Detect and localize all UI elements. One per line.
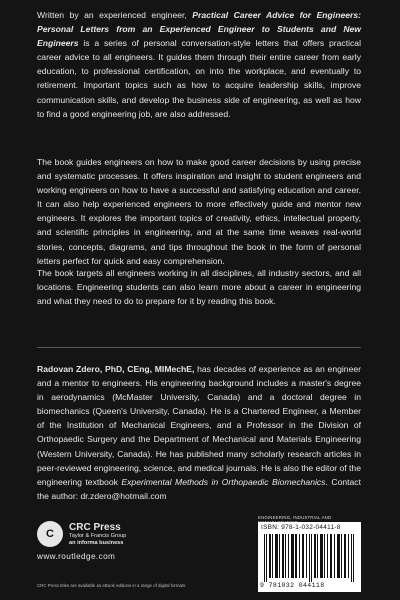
author-contact: . Contact the author: dr.zdero@hotmail.com — [37, 476, 361, 501]
publisher-business: an informa business — [69, 539, 124, 546]
section-divider — [37, 347, 361, 348]
isbn-number: ISBN: 978-1-032-04411-8 — [261, 524, 341, 531]
publisher-website: www.routledge.com — [37, 552, 116, 561]
audience-paragraph: The book targets all engineers working in all disciplines, all industry sectors, and all locations. Engineering students can also learn more about a career in engineering and what they need to do to prepare for it by reading this book. — [37, 268, 361, 307]
bio-text: has decades of experience as an engineer and a mentor to engineers. His engineering background includes a master's degree in aerodynamics (McMaster University, Canada) and a doctoral degree in biomechanics (Queen's University, Canada). He is a Chartered Engineer, a Member of the Institution of Mechanical Engineers, and a Professor in the Division of Orthopaedic Surgery and the Department of Mechanical and Materials Engineering (Western University, Canada). He has published many scholarly research articles in peer-reviewed engineering, science, and medical journals. He is also the editor of the engineering textbook — [37, 364, 361, 487]
publisher-group: Taylor & Francis Group — [69, 532, 127, 539]
barcode-icon — [264, 534, 356, 582]
author-name: Radovan Zdero — [37, 364, 100, 374]
intro-lead: Written by an experienced engineer, — [37, 10, 193, 20]
publisher-logo — [37, 521, 207, 547]
intro-paragraph — [37, 8, 361, 121]
author-credentials: , PhD, CEng, MIMechE, — [99, 364, 195, 374]
intro-rest: is a series of personal conversation-style letters that offers practical career advice to all engineers. It guides them through their entire career from early education, to professional certification, on into the workplace, and eventually to retirement. Important topics such as how to acquire leadership skills, improve communication skills, and develop the business side of engineering, as well as how to find a good engineering job, are also addressed. — [37, 38, 361, 119]
publisher-block — [37, 521, 207, 561]
book-title: Practical Career Advice for Engineers: Personal Letters from an Experienced Engineer to Students and New Engineers — [37, 10, 361, 49]
publisher-name: CRC Press — [69, 521, 121, 533]
barcode-digits: 9 781032 044118 — [260, 582, 325, 589]
ebook-note: CRC Press titles are available as eBook editions in a range of digital formats — [37, 583, 186, 588]
author-bio — [37, 362, 361, 503]
edited-book-title: Experimental Methods in Orthopaedic Biomechanics — [121, 476, 326, 487]
crc-logo-icon: C — [37, 521, 63, 547]
description-paragraph: The book guides engineers on how to make good career decisions by using precise and systematic processes. It offers inspiration and insight to student engineers and working engineers on how to have a successful and satisfying education and career. It can also help experienced engineers to more effectively guide and mentor new engineers. It explores the important topics of creativity, ethics, intellectual property, and scientific principles in engineering, and at the same time weaves real-world stories, concepts, diagrams, and tips throughout the book in the form of personal letters perfect for quick and easy comprehension. — [37, 157, 361, 266]
isbn-barcode — [258, 522, 361, 592]
subject-category: ENGINEERING, INDUSTRIAL AND — [258, 515, 332, 520]
